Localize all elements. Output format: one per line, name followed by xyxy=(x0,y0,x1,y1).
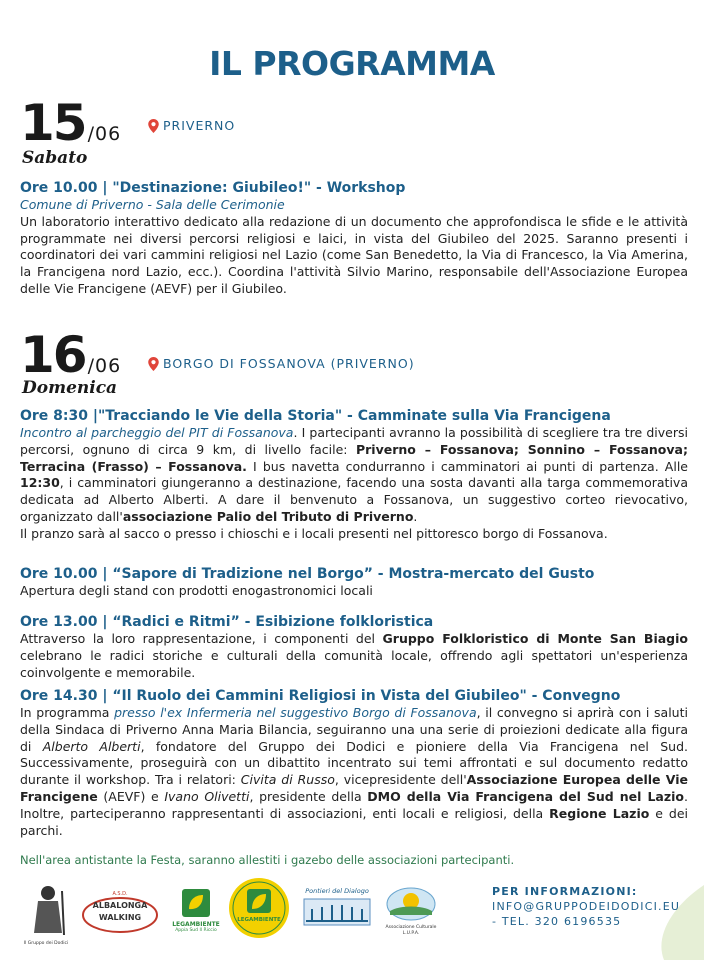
location-label: PRIVERNO xyxy=(163,118,236,133)
logo-legambiente-circle xyxy=(228,877,290,939)
event-heading: Ore 13.00 | “Radici e Ritmi” - Esibizione folkloristica xyxy=(20,614,434,630)
event-venue: Comune di Priverno - Sala delle Cerimonie xyxy=(20,197,285,212)
location-1 xyxy=(148,118,235,133)
event-heading: Ore 10.00 | “Sapore di Tradizione nel Borgo” - Mostra-mercato del Gusto xyxy=(20,566,595,582)
event-heading: Ore 10.00 | "Destinazione: Giubileo!" - Workshop xyxy=(20,180,406,196)
day-header-2 xyxy=(20,326,122,398)
event-folk xyxy=(20,614,688,681)
logo-legambiente-appia xyxy=(165,889,227,945)
bridge-icon xyxy=(302,895,372,929)
event-walk xyxy=(20,408,688,543)
event-description: Incontro al parcheggio del PIT di Fossanova. I partecipanti avranno la possibilità di scegliere tra tre diversi percorsi, ognuno di circa 9 km, di livello facile: Priverno – Fossanova; Sonnino – Fossanova; Terracina (Frasso) – Fossanova. I bus navetta condurranno i camminatori ai punti di partenza. Alle 12:30, i camminatori giungeranno a destinazione, facendo una sosta davanti alla targa commemorativa dedicata ad Alberto Alberti. A dare il benvenuto a Fossanova, un suggestivo corteo rievocativo, organizzato dall'associazione Palio del Tributo di Priverno. xyxy=(20,425,688,524)
logo-sub: Appia Sud Il Riccio xyxy=(175,928,217,933)
event-market xyxy=(20,566,688,600)
logo-lupa xyxy=(380,887,442,947)
event-lunch-note: Il pranzo sarà al sacco o presso i chioschi e i locali presenti nel pittoresco borgo di Fossanova. xyxy=(20,525,608,541)
logo-name: WALKING xyxy=(98,913,142,922)
contact-label: PER INFORMAZIONI: xyxy=(492,885,638,898)
leaf-icon xyxy=(182,889,210,917)
event-description: Un laboratorio interattivo dedicato alla redazione di un documento che approfondisca le sfide e le attività programmate nei diversi percorsi religiosi e laici, in vista del Giubileo del 2025. Saranno presenti i coordinatori dei vari cammini religiosi nel Lazio (come San Benedetto, la Via di Francesco, la Via Amerina, la Francigena nord Lazio, ecc.). Coordina l'attività Silvio Marino, responsabile dell'Associazione Europea delle Vie Francigene (AEVF) per il Giubileo. xyxy=(20,213,688,296)
map-pin-icon xyxy=(148,119,159,133)
event-heading: Ore 14.30 | “Il Ruolo dei Cammini Religiosi in Vista del Giubileo" - Convegno xyxy=(20,688,621,704)
logo-name: LEGAMBIENTE xyxy=(172,921,220,928)
logo-name: ALBALONGA xyxy=(92,901,148,910)
location-2 xyxy=(148,356,415,371)
map-pin-icon xyxy=(148,357,159,371)
landscape-icon xyxy=(386,887,436,921)
day-weekday: Sabato xyxy=(22,148,88,168)
footer xyxy=(0,875,704,960)
event-heading: Ore 8:30 |"Tracciando le Vie della Storia" - Camminate sulla Via Francigena xyxy=(20,408,611,424)
event-description: Apertura degli stand con prodotti enogastronomici locali xyxy=(20,583,373,598)
day-number: 15 xyxy=(20,94,86,152)
day-number: 16 xyxy=(20,326,86,384)
event-description: In programma presso l'ex Infermeria nel suggestivo Borgo di Fossanova, il convegno si aprirà con i saluti della Sindaca di Priverno Anna Maria Bilancia, seguiranno una una serie di proiezioni dedicate alla figura di Alberto Alberti, fondatore del Gruppo dei Dodici e pioniere della Via Francigena nel Sud. Successivamente, proseguirà con un dibattito incentrato sui temi affrontati e sul documento redatto durante il workshop. Tra i relatori: Civita di Russo, vicepresidente dell'Associazione Europea delle Vie Francigene (AEVF) e Ivano Olivetti, presidente della DMO della Via Francigena del Sud nel Lazio. Inoltre, parteciperanno rappresentanti di associazioni, enti locali e religiosi, della Regione Lazio e dei parchi. xyxy=(20,705,688,838)
contact-phone: - TEL. 320 6196535 xyxy=(492,915,622,928)
day-month: /06 xyxy=(87,355,122,377)
day-month: /06 xyxy=(87,123,122,145)
event-conference xyxy=(20,688,688,839)
logo-pontieri-dialogo xyxy=(302,887,372,937)
logo-albalonga-walking xyxy=(80,889,160,937)
day-header-1 xyxy=(20,94,122,168)
day-weekday: Domenica xyxy=(22,378,118,398)
logo-name: Pontieri del Dialogo xyxy=(305,887,369,895)
event-description: Attraverso la loro rappresentazione, i componenti del Gruppo Folkloristico di Monte San Biagio celebrano le radici storiche e culturali della comunità locale, offrendo agli spettatori un'esperienza coinvolgente e memorabile. xyxy=(20,631,688,680)
event-workshop xyxy=(20,180,688,298)
logo-small-label: A.S.D. xyxy=(112,891,128,897)
logo-caption: Il Gruppo dei Dodici xyxy=(23,941,69,946)
location-label: BORGO DI FOSSANOVA (PRIVERNO) xyxy=(163,356,415,371)
logo-gruppo-dodici xyxy=(23,883,70,949)
pilgrim-icon xyxy=(26,883,70,937)
logo-name: LEGAMBIENTE xyxy=(237,917,281,923)
leaf-badge-icon xyxy=(228,877,290,939)
gazebo-note: Nell'area antistante la Festa, saranno allestiti i gazebo delle associazioni partecipanti. xyxy=(20,853,515,867)
page-title: IL PROGRAMMA xyxy=(209,44,495,83)
logo-caption: Associazione Culturale L.U.P.A. xyxy=(385,925,437,936)
contact-info xyxy=(492,884,680,929)
contact-email-link[interactable]: INFO@GRUPPODEIDODICI.EU xyxy=(492,900,681,913)
